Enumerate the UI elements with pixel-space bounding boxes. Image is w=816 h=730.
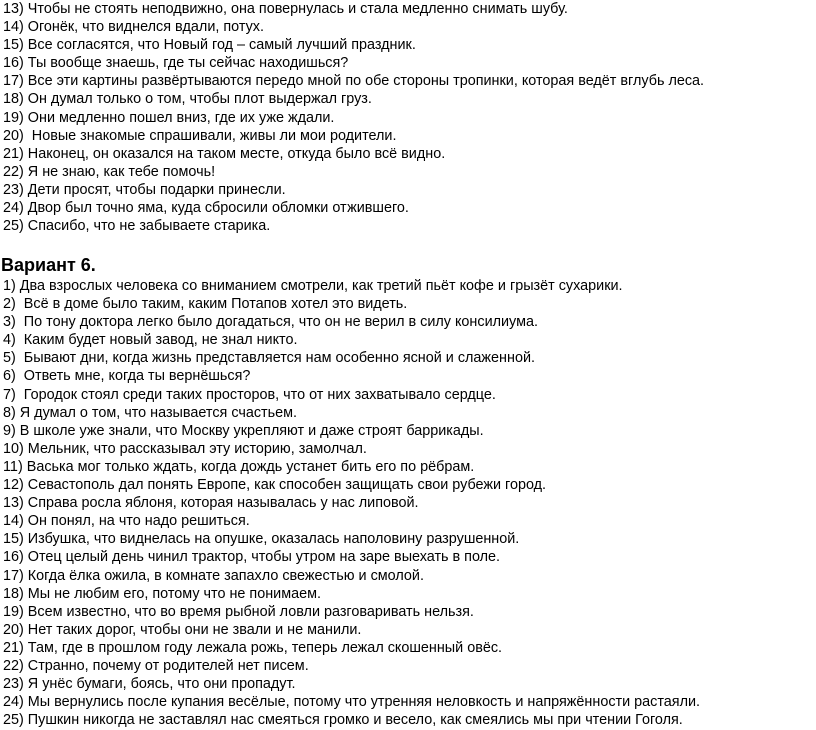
sentence-line: 19) Всем известно, что во время рыбной ловли разговаривать нельзя.: [3, 603, 474, 620]
sentence-line: 8) Я думал о том, что называется счастьем.: [3, 404, 298, 421]
sentence-line: 13) Справа росла яблоня, которая называлась у нас липовой.: [3, 495, 419, 512]
sentence-line: 25) Спасибо, что не забываете старика.: [3, 218, 271, 235]
sentence-line: 7) Городок стоял среди таких просторов, что от них захватывало сердце.: [3, 386, 496, 403]
sentence-line: 14) Он понял, на что надо решиться.: [3, 513, 250, 530]
sentence-list-top: [3, 0, 704, 235]
sentence-line: 2) Всё в доме было таким, каким Потапов хотел это видеть.: [3, 296, 408, 313]
sentence-line: 24) Мы вернулись после купания весёлые, потому что утренняя неловкость и напряжённости растаяли.: [3, 694, 701, 711]
sentence-line: 20) Нет таких дорог, чтобы они не звали и не манили.: [3, 621, 362, 638]
sentence-line: 21) Наконец, он оказался на таком месте, откуда было всё видно.: [3, 145, 446, 162]
variant-heading: Вариант 6.: [1, 255, 96, 275]
sentence-line: 5) Бывают дни, когда жизнь представляется нам особенно ясной и слаженной.: [3, 350, 535, 367]
sentence-line: 20) Новые знакомые спрашивали, живы ли мои родители.: [3, 127, 397, 144]
sentence-line: 18) Мы не любим его, потому что не понимаем.: [3, 585, 321, 602]
sentence-line: 16) Ты вообще знаешь, где ты сейчас находишься?: [3, 55, 349, 72]
sentence-line: 24) Двор был точно яма, куда сбросили обломки отжившего.: [3, 200, 409, 217]
sentence-line: 21) Там, где в прошлом году лежала рожь, теперь лежал скошенный овёс.: [3, 639, 503, 656]
sentence-line: 9) В школе уже знали, что Москву укрепляют и даже строят баррикады.: [3, 422, 484, 439]
sentence-line: 22) Я не знаю, как тебе помочь!: [3, 163, 216, 180]
sentence-line: 15) Избушка, что виднелась на опушке, оказалась наполовину разрушенной.: [3, 531, 520, 548]
sentence-line: 25) Пушкин никогда не заставлял нас смеяться громко и весело, как смеялись мы при чтении Гоголя.: [3, 712, 683, 729]
sentence-line: 19) Они медленно пошел вниз, где их уже ждали.: [3, 109, 335, 126]
sentence-line: 11) Васька мог только ждать, когда дождь устанет бить его по рёбрам.: [3, 458, 475, 475]
sentence-line: 15) Все согласятся, что Новый год – самый лучший праздник.: [3, 37, 416, 54]
sentence-line: 23) Дети просят, чтобы подарки принесли.: [3, 181, 286, 198]
sentence-line: 6) Ответь мне, когда ты вернёшься?: [3, 368, 251, 385]
sentence-line: 10) Мельник, что рассказывал эту историю, замолчал.: [3, 440, 367, 457]
sentence-line: 16) Отец целый день чинил трактор, чтобы утром на заре выехать в поле.: [3, 549, 501, 566]
sentence-line: 3) По тону доктора легко было догадаться, что он не верил в силу консилиума.: [3, 314, 538, 331]
sentence-line: 12) Севастополь дал понять Европе, как способен защищать свои рубежи город.: [3, 477, 547, 494]
sentence-line: 17) Все эти картины развёртываются передо мной по обе стороны тропинки, которая ведёт вглубь леса.: [3, 73, 705, 90]
sentence-line: 4) Каким будет новый завод, не знал никто.: [3, 332, 298, 349]
sentence-line: 13) Чтобы не стоять неподвижно, она повернулась и стала медленно снимать шубу.: [3, 1, 568, 17]
sentence-line: 1) Два взрослых человека со вниманием смотрели, как третий пьёт кофе и грызёт сухарики.: [3, 278, 623, 294]
sentence-line: 23) Я унёс бумаги, боясь, что они пропадут.: [3, 676, 296, 693]
sentence-line: 14) Огонёк, что виднелся вдали, потух.: [3, 19, 264, 36]
sentence-line: 22) Странно, почему от родителей нет писем.: [3, 657, 309, 674]
sentence-list-variant: [3, 277, 700, 729]
sentence-line: 17) Когда ёлка ожила, в комнате запахло свежестью и смолой.: [3, 567, 424, 584]
sentence-line: 18) Он думал только о том, чтобы плот выдержал груз.: [3, 91, 372, 108]
